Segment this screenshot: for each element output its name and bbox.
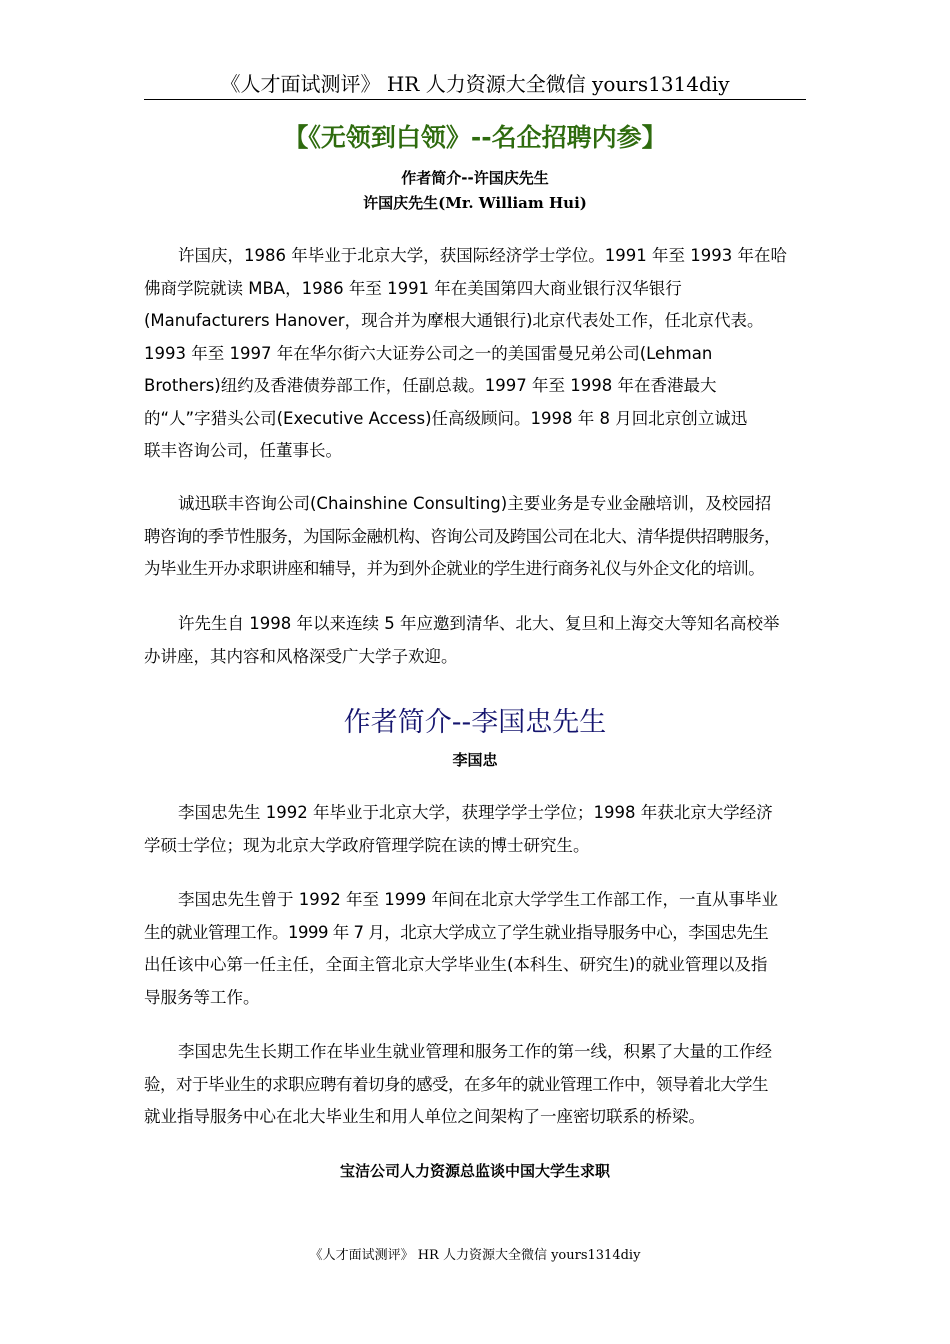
text-line: 许先生自 1998 年以来连续 5 年应邀到清华、北大、复旦和上海交大等知名高校举 <box>178 614 780 633</box>
text-line: (Manufacturers Hanover，现合并为摩根大通银行)北京代表处工作，任北京代表。 <box>144 311 764 330</box>
text-line: 就业指导服务中心在北大毕业生和用人单位之间架构了一座密切联系的桥梁。 <box>144 1107 705 1126</box>
section-heading: 宝洁公司人力资源总监谈中国大学生求职 <box>339 1162 610 1180</box>
book-title: 【《无领到白领》--名企招聘内参】 <box>283 123 667 152</box>
author2-name: 李国忠 <box>452 751 498 769</box>
text-line: 验，对于毕业生的求职应聘有着切身的感受，在多年的就业管理工作中，领导着北大学生 <box>144 1074 768 1094</box>
author1-name: 许国庆先生(Mr. William Hui) <box>363 194 587 212</box>
text-line: 为毕业生开办求职讲座和辅导，并为到外企就业的学生进行商务礼仪与外企文化的培训。 <box>144 559 765 578</box>
text-line: 办讲座，其内容和风格深受广大学子欢迎。 <box>144 646 458 666</box>
author2-paragraph-3 <box>144 1036 806 1134</box>
text-line: 许国庆，1986 年毕业于北京大学，获国际经济学士学位。1991 年至 1993 年在哈 <box>178 246 787 265</box>
text-line: 李国忠先生 1992 年毕业于北京大学，获理学学士学位；1998 年获北京大学经济 <box>178 803 773 822</box>
text-line: 出任该中心第一任主任，全面主管北京大学毕业生(本科生、研究生)的就业管理以及指 <box>144 955 768 974</box>
text-line: 联丰咨询公司，任董事长。 <box>144 441 342 460</box>
author2-paragraph-2 <box>144 884 806 1014</box>
header-divider <box>144 99 806 100</box>
text-line: 生的就业管理工作。1999 年 7 月，北京大学成立了学生就业指导服务中心，李国忠先生 <box>144 922 769 942</box>
text-line: 佛商学院就读 MBA，1986 年至 1991 年在美国第四大商业银行汉华银行 <box>144 278 682 298</box>
author2-paragraph-1 <box>144 797 806 862</box>
text-line: 的“人”字猎头公司(Executive Access)任高级顾问。1998 年 8 月回北京创立诚迅 <box>144 408 748 428</box>
page-header: 《人才面试测评》 HR 人力资源大全微信 yours1314diy <box>220 72 730 96</box>
text-line: 聘咨询的季节性服务，为国际金融机构、咨询公司及跨国公司在北大、清华提供招聘服务， <box>144 526 781 546</box>
text-line: 诚迅联丰咨询公司(Chainshine Consulting)主要业务是专业金融培训，及校园招 <box>178 494 772 513</box>
author1-paragraph-1 <box>144 240 806 468</box>
author2-heading: 作者简介--李国忠先生 <box>343 707 607 738</box>
text-line: 导服务等工作。 <box>144 987 260 1007</box>
page-footer: 《人才面试测评》 HR 人力资源大全微信 yours1314diy <box>309 1248 641 1263</box>
author1-paragraph-2 <box>144 488 806 586</box>
text-line: 李国忠先生曾于 1992 年至 1999 年间在北京大学学生工作部工作，一直从事毕业 <box>178 890 778 909</box>
author1-intro-heading: 作者简介--许国庆先生 <box>401 169 549 187</box>
text-line: Brothers)纽约及香港债券部工作，任副总裁。1997 年至 1998 年在香港最大 <box>144 376 717 395</box>
text-line: 李国忠先生长期工作在毕业生就业管理和服务工作的第一线，积累了大量的工作经 <box>178 1042 772 1061</box>
text-line: 学硕士学位；现为北京大学政府管理学院在读的博士研究生。 <box>144 835 590 855</box>
author1-paragraph-3 <box>144 608 806 673</box>
text-line: 1993 年至 1997 年在华尔街六大证券公司之一的美国雷曼兄弟公司(Lehman <box>144 343 713 363</box>
